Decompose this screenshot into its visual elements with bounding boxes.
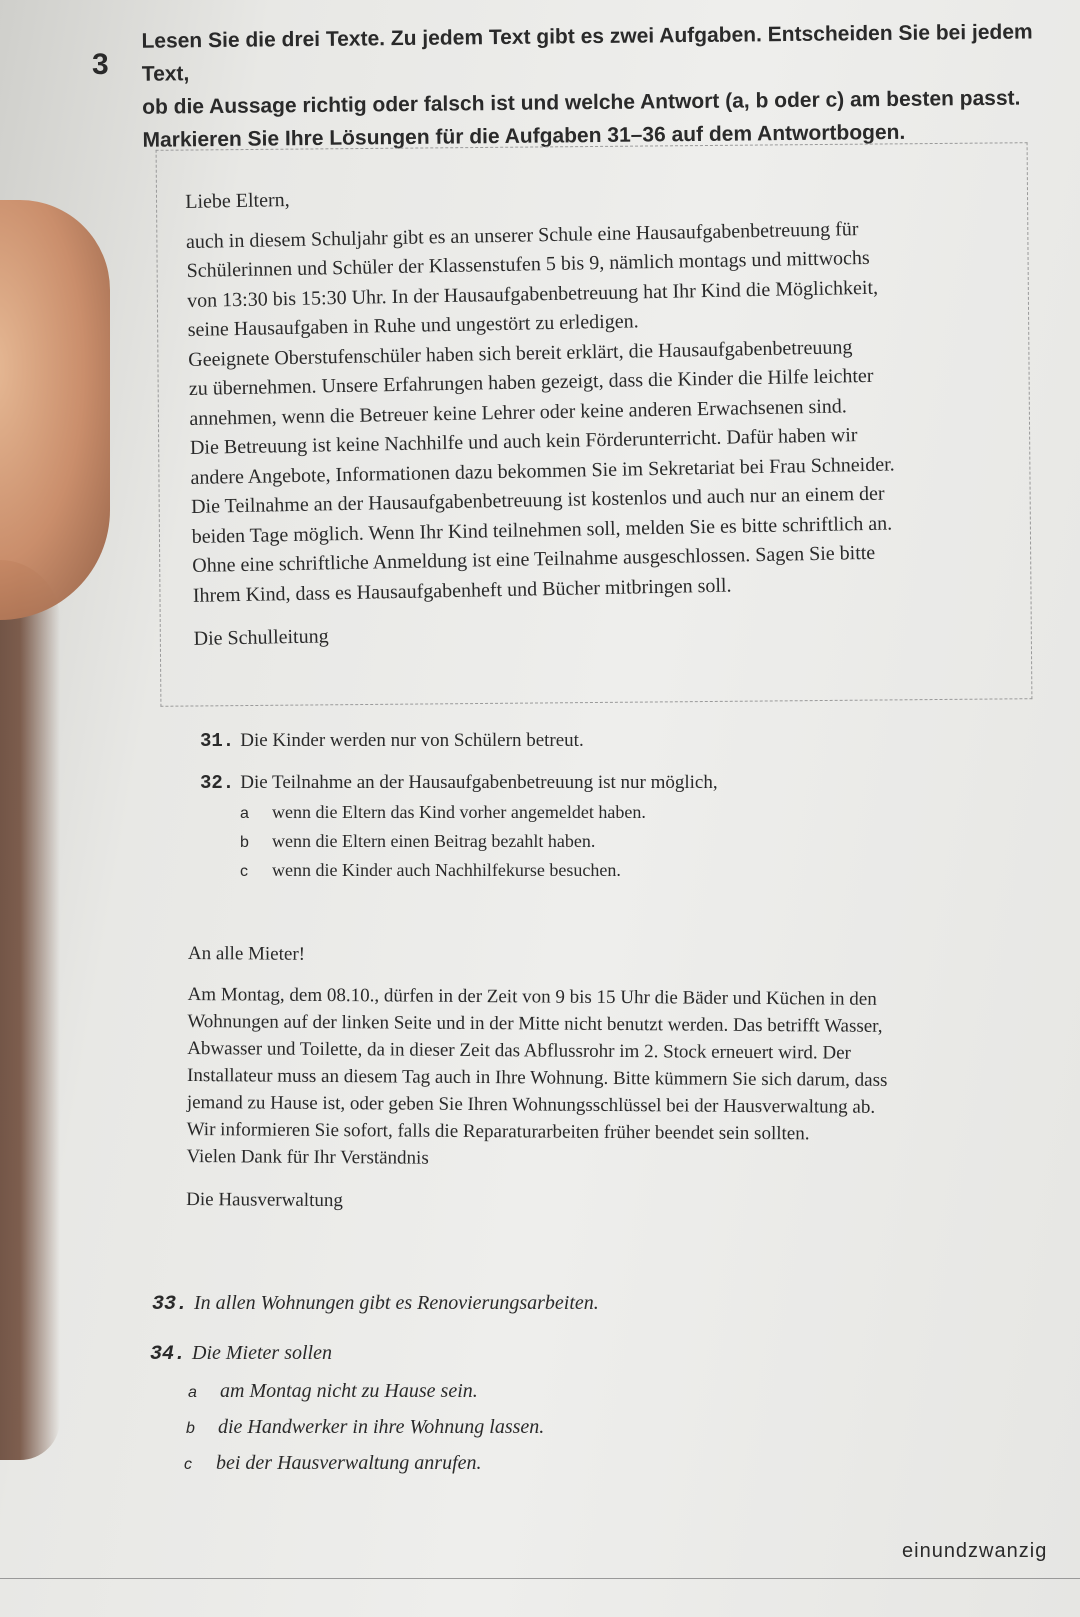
letter-line: Geeignete Oberstufenschüler haben sich bereit erklärt, die Hausaufgabenbetreuung	[188, 335, 853, 371]
notice-signature: Die Hausverwaltung	[186, 1188, 343, 1212]
option-32a	[240, 802, 646, 823]
notice-line: Wohnungen auf der linken Seite und in der Mitte nicht benutzt werden. Das betrifft Wasser,	[187, 1010, 883, 1037]
question-text: Die Kinder werden nur von Schülern betreut.	[240, 730, 584, 751]
question-33	[152, 1292, 599, 1316]
option-text: wenn die Eltern einen Beitrag bezahlt haben.	[272, 831, 596, 851]
bottom-edge-line	[0, 1578, 1080, 1579]
letter-line: Schülerinnen und Schüler der Klassenstufen 5 bis 9, nämlich montags und mittwochs	[186, 246, 870, 282]
letter-line: auch in diesem Schuljahr gibt es an unserer Schule eine Hausaufgabenbetreuung für	[185, 217, 859, 253]
letter-line: seine Hausaufgaben in Ruhe und ungestört zu erledigen.	[187, 310, 639, 341]
option-32b	[240, 831, 595, 852]
letter-line: zu übernehmen. Unsere Erfahrungen haben gezeigt, dass die Kinder die Hilfe leichter	[188, 364, 874, 400]
option-letter: b	[240, 834, 249, 851]
question-text: Die Teilnahme an der Hausaufgabenbetreuung ist nur möglich,	[240, 772, 718, 793]
letter-line: von 13:30 bis 15:30 Uhr. In der Hausaufgabenbetreuung hat Ihr Kind die Möglichkeit,	[186, 276, 879, 312]
question-number: 32.	[200, 772, 235, 794]
notice-line: Wir informieren Sie sofort, falls die Reparaturarbeiten früher beendet sein sollten.	[186, 1118, 810, 1145]
option-34b	[186, 1416, 544, 1439]
question-text: In allen Wohnungen gibt es Renovierungsarbeiten.	[194, 1292, 599, 1314]
task-instructions	[141, 15, 1052, 157]
option-text: bei der Hausverwaltung anrufen.	[216, 1452, 482, 1474]
instruction-line: ob die Aussage richtig oder falsch ist und welche Antwort (a, b oder c) am besten passt.	[142, 86, 1021, 119]
letter-line: annehmen, wenn die Betreuer keine Lehrer oder keine anderen Erwachsenen sind.	[189, 394, 847, 430]
question-number: 33.	[152, 1293, 189, 1316]
option-letter: a	[188, 1384, 197, 1401]
letter-line: Die Teilnahme an der Hausaufgabenbetreuung ist kostenlos und auch nur an einem der	[190, 482, 885, 518]
letter-greeting: Liebe Eltern,	[185, 188, 290, 213]
option-32c	[240, 860, 621, 881]
instruction-line: Markieren Sie Ihre Lösungen für die Aufgaben 31–36 auf dem Antwortbogen.	[142, 120, 906, 152]
option-letter: c	[240, 863, 248, 880]
letter-line: Ihrem Kind, dass es Hausaufgabenheft und Bücher mitbringen soll.	[192, 574, 732, 607]
question-32	[200, 772, 718, 794]
option-letter: c	[184, 1456, 192, 1473]
page-footer: einundzwanzig	[902, 1540, 1048, 1562]
letter-line: andere Angebote, Informationen dazu bekommen Sie im Sekretariat bei Frau Schneider.	[190, 452, 895, 489]
letter-signature: Die Schulleitung	[193, 625, 329, 650]
task-number: 3	[92, 48, 109, 81]
notice-line: Am Montag, dem 08.10., dürfen in der Zeit von 9 bis 15 Uhr die Bäder und Küchen in den	[187, 983, 877, 1010]
option-text: die Handwerker in ihre Wohnung lassen.	[218, 1416, 545, 1438]
option-34a	[188, 1380, 478, 1403]
text-2-notice	[186, 940, 988, 1219]
hand-shadow	[0, 560, 60, 1460]
letter-line: beiden Tage möglich. Wenn Ihr Kind teilnehmen soll, melden Sie es bitte schriftlich an.	[191, 511, 893, 548]
letter-line: Die Betreuung ist keine Nachhilfe und auch kein Förderunterricht. Dafür haben wir	[189, 424, 858, 459]
text-1-letter	[185, 173, 984, 655]
notice-greeting: An alle Mieter!	[187, 942, 306, 965]
thumb	[0, 200, 110, 620]
option-34c	[184, 1452, 482, 1475]
letter-line: Ohne eine schriftliche Anmeldung ist eine Teilnahme ausgeschlossen. Sagen Sie bitte	[192, 541, 876, 577]
notice-line: Vielen Dank für Ihr Verständnis	[186, 1145, 429, 1169]
question-number: 31.	[200, 730, 235, 752]
option-letter: a	[240, 805, 249, 822]
question-34	[150, 1342, 332, 1366]
notice-line: Abwasser und Toilette, da in dieser Zeit das Abflussrohr im 2. Stock erneuert wird. Der	[187, 1037, 852, 1064]
question-text: Die Mieter sollen	[192, 1342, 332, 1364]
question-number: 34.	[150, 1343, 187, 1366]
option-letter: b	[186, 1420, 195, 1437]
option-text: am Montag nicht zu Hause sein.	[220, 1380, 478, 1402]
question-31	[200, 730, 584, 752]
notice-line: jemand zu Hause ist, oder geben Sie Ihren Wohnungsschlüssel bei der Hausverwaltung ab.	[186, 1091, 876, 1118]
option-text: wenn die Eltern das Kind vorher angemeldet haben.	[272, 802, 646, 822]
option-text: wenn die Kinder auch Nachhilfekurse besuchen.	[272, 860, 621, 880]
instruction-line: Lesen Sie die drei Texte. Zu jedem Text gibt es zwei Aufgaben. Entscheiden Sie bei jedem Text,	[141, 20, 1033, 86]
notice-line: Installateur muss an diesem Tag auch in Ihre Wohnung. Bitte kümmern Sie sich darum, dass	[186, 1064, 888, 1091]
